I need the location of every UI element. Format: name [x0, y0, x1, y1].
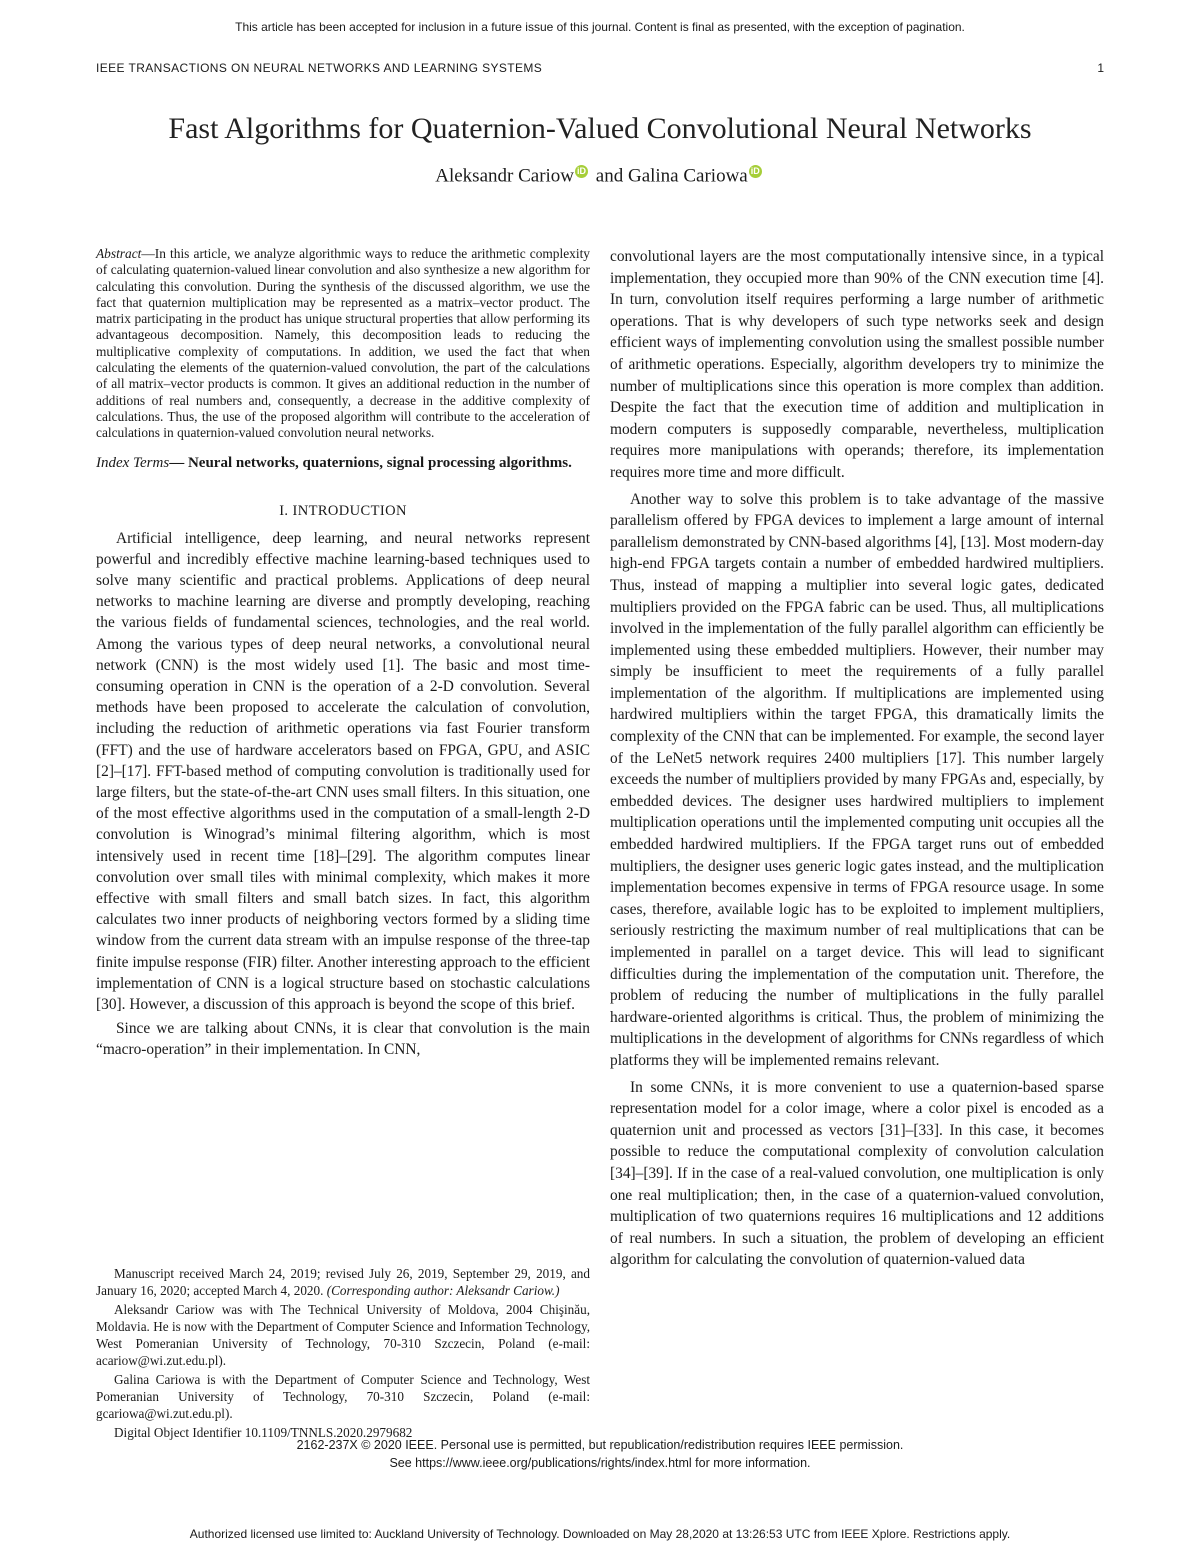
copyright-line: 2162-237X © 2020 IEEE. Personal use is permitted, but republication/redistribution requires IEEE permission. [296, 1438, 904, 1452]
index-terms-text: — Neural networks, quaternions, signal processing algorithms. [169, 454, 572, 471]
paper-title: Fast Algorithms for Quaternion-Valued Convolutional Neural Networks [168, 112, 1032, 145]
copyright-link[interactable]: See https://www.ieee.org/publications/rights/index.html for more information. [389, 1455, 811, 1470]
corresponding-author: (Corresponding author: Aleksandr Cariow.) [326, 1283, 560, 1298]
right-column [610, 246, 1104, 1271]
license-notice: Authorized licensed use limited to: Auckland University of Technology. Downloaded on May 28,2020 at 13:26:53 UTC from IEEE Xplore. Restrictions apply. [189, 1527, 1011, 1541]
orcid-icon[interactable]: iD [750, 166, 760, 176]
section-heading: I. INTRODUCTION [279, 502, 407, 519]
author-name: Galina Cariowa [627, 165, 748, 187]
footnote-affiliation: Galina Cariowa is with the Department of Computer Science and Technology, West Pomeranian University of Technology, 70-310 Szczecin, Poland (e-mail: gcariowa@wi.zut.edu.pl). [96, 1372, 590, 1421]
left-column [96, 246, 590, 1061]
body-paragraph: Artificial intelligence, deep learning, and neural networks represent powerful and incredibly effective machine learning-based techniques used to solve many scientific and practical problems. Applications of deep neural networks to machine learning are diverse and promptly developing, reaching the various fields of fundamental sciences, technologies, and the real world. Among the various types of deep neural networks, a convolutional neural network (CNN) is the most widely used [1]. The basic and most time-consuming operation in CNN is the operation of a 2-D convolution. Several methods have been proposed to accelerate the calculation of convolution, including the reduction of arithmetic operations via fast Fourier transform (FFT) and the use of hardware accelerators based on FPGA, GPU, and ASIC [2]–[17]. FFT-based method of computing convolution is traditionally used for large filters, but the state-of-the-art CNN uses small filters. In this situation, one of the most effective algorithms used in the computation of a small-length 2-D convolution is Winograd’s minimal filtering algorithm, which is most intensively used in recent time [18]–[29]. The algorithm computes linear convolution over small tiles with minimal complexity, which makes it more effective with small filters and small batch sizes. In fact, this algorithm calculates two inner products of neighboring vectors formed by a sliding time window from the current data stream with an impulse response of the three-tap finite impulse response (FIR) filter. Another interesting approach to the efficient implementation of CNN is a logical structure based on stochastic calculations [30]. However, a discussion of this approach is beyond the scope of this brief. [96, 529, 590, 1014]
copyright-notice [0, 1437, 1200, 1472]
author-line [0, 165, 1200, 187]
body-paragraph: In some CNNs, it is more convenient to use a quaternion-based sparse representation model for a color image, where a color pixel is encoded as a quaternion unit and processed as vectors [31]–[33]. In this case, it becomes possible to reduce the computational complexity of convolution calculation [34]–[39]. If in the case of a real-valued convolution, one multiplication is only one real multiplication; then, in the case of a quaternion-valued convolution, multiplication of two quaternions requires 16 multiplications and 12 additions of real numbers. In such a situation, the problem of developing an efficient algorithm for calculating the convolution of quaternion-valued data [610, 1078, 1104, 1269]
acceptance-notice: This article has been accepted for inclusion in a future issue of this journal. Content is final as presented, with the exception of pagination. [235, 20, 965, 34]
author-name: Aleksandr Cariow [435, 165, 575, 187]
abstract-label: Abstract [96, 246, 142, 261]
index-terms [96, 454, 590, 473]
footnotes [96, 1265, 590, 1443]
abstract-text: —In this article, we analyze algorithmic ways to reduce the arithmetic complexity of calculating quaternion-valued linear convolution and also synthesize a new algorithm for calculating this convolution. During the synthesis of the discussed algorithm, we use the fact that quaternion multiplication may be represented as a matrix–vector product. The matrix participating in the product has unique structural properties that allow performing its advantageous decomposition. Namely, this decomposition leads to reducing the multiplicative complexity of computations. In addition, we used the fact that when calculating the elements of the quaternion-valued convolution, the part of the calculations of all matrix–vector products is common. It gives an additional reduction in the number of additions of real numbers and, consequently, a decrease in the additive complexity of calculations. Thus, the use of the proposed algorithm will contribute to the acceleration of calculations in quaternion-valued convolution neural networks. [96, 246, 590, 441]
abstract [96, 246, 590, 442]
body-paragraph: Another way to solve this problem is to take advantage of the massive parallelism offered by FPGA devices to implement a large amount of internal parallelism demonstrated by CNN-based algorithms [4], [13]. Most modern-day high-end FPGA targets contain a number of embedded hardwired multipliers. Thus, instead of mapping a multiplier into several logic gates, dedicated multipliers provided on the FPGA fabric can be used. Thus, all multiplications involved in the implementation of the fully parallel algorithm can efficiently be implemented using these embedded multipliers. However, their number may simply be insufficient to meet the requirements of a fully parallel implementation of the algorithm. If multiplications are implemented using hardwired multipliers within the target FPGA, this dramatically limits the complexity of the CNN that can be implemented. For example, the second layer of the LeNet5 network requires 2400 multipliers [17]. This number largely exceeds the number of multipliers provided by many FPGAs and, especially, by embedded devices. The designer uses hardwired multipliers to implement multiplication operations until the implemented computing unit occupies all the embedded hardwired multipliers. If the FPGA target runs out of embedded multipliers, the designer uses generic logic gates instead, and the multiplication implementation becomes expensive in terms of FPGA resource usage. In some cases, therefore, available logic has to be exploited to implement multipliers, seriously restricting the maximum number of real multiplications that can be implemented in parallel on a target device. This will lead to significant difficulties during the implementation of the computation unit. Therefore, the problem of reducing the number of multiplications in the fully parallel hardware-oriented algorithms is critical. Thus, the problem of minimizing the multiplications in the development of algorithms for CNNs regardless of which platforms they will be implemented remains relevant. [610, 490, 1104, 1069]
orcid-icon[interactable]: iD [577, 166, 587, 176]
received-dates: Manuscript received March 24, 2019; revised July 26, 2019, September 29, 2019, and January 16, 2020; accepted March 4, 2020. [96, 1266, 590, 1298]
footnote-received [96, 1265, 590, 1299]
footnote-affiliation: Aleksandr Cariow was with The Technical University of Moldova, 2004 Chişinău, Moldavia. He is now with the Department of Computer Science and Information Technology, West Pomeranian University of Technology, 70-310 Szczecin, Poland (e-mail: acariow@wi.zut.edu.pl). [96, 1302, 590, 1368]
index-terms-label: Index Terms [96, 454, 170, 471]
doi-line: Digital Object Identifier 10.1109/TNNLS.2020.2979682 [114, 1425, 413, 1440]
author-join: and [595, 165, 624, 187]
body-paragraph: Since we are talking about CNNs, it is clear that convolution is the main “macro-operation” in their implementation. In CNN, [96, 1020, 590, 1059]
running-head: IEEE TRANSACTIONS ON NEURAL NETWORKS AND LEARNING SYSTEMS [96, 61, 543, 75]
body-paragraph: convolutional layers are the most computationally intensive since, in a typical implementation, they occupied more than 90% of the CNN execution time [4]. In turn, convolution itself requires performing a large number of arithmetic operations. That is why developers of such type networks seek and design efficient ways of implementing convolution using the smallest possible number of arithmetic operations. Especially, algorithm developers try to minimize the number of multiplications since this operation is more complex than addition. Despite the fact that the execution time of addition and multiplication in modern computers is supposedly comparable, nevertheless, multiplication requires more manipulations with operands; therefore, its implementation requires more time and more difficult. [610, 248, 1104, 481]
page-number: 1 [1097, 61, 1104, 75]
